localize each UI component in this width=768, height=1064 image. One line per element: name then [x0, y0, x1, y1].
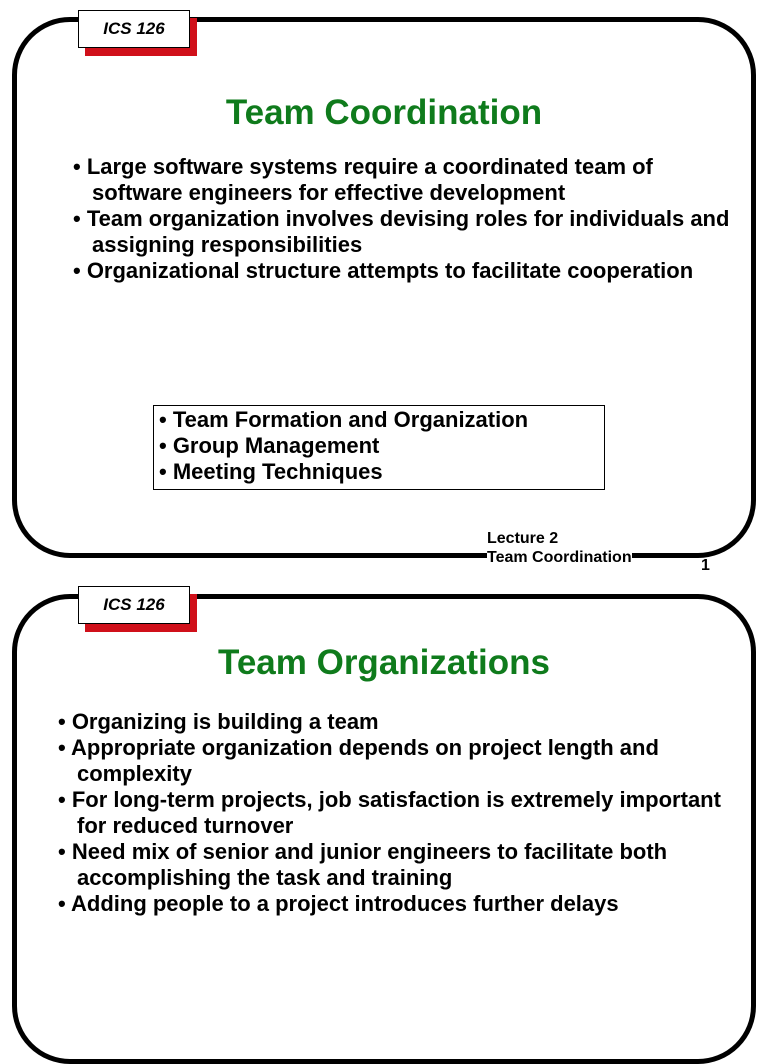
bullet-item: • For long-term projects, job satisfaction is extremely important for reduced turnover	[58, 787, 721, 838]
slide-1-bullet-list	[73, 154, 742, 284]
course-tag-label: ICS 126	[78, 10, 190, 48]
topic-item: • Team Formation and Organization	[159, 407, 529, 432]
slide-1-course-tag	[78, 10, 190, 48]
page-number: 1	[701, 557, 710, 574]
bullet-item: • Adding people to a project introduces further delays	[58, 891, 619, 916]
topics-box	[153, 405, 605, 490]
topic-item: • Group Management	[159, 433, 380, 458]
footer-topic: Team Coordination	[487, 549, 632, 566]
slide-1-title: Team Coordination	[225, 93, 543, 132]
slide-2-bullet-list	[58, 709, 737, 917]
slide-2-course-tag	[78, 586, 190, 624]
bullet-item: • Appropriate organization depends on project length and complexity	[58, 735, 659, 786]
topic-item: • Meeting Techniques	[159, 459, 383, 484]
slide-2-title: Team Organizations	[218, 643, 550, 682]
bullet-item: • Need mix of senior and junior engineers to facilitate both accomplishing the task and training	[58, 839, 668, 890]
bullet-item: • Organizational structure attempts to facilitate cooperation	[73, 258, 694, 283]
footer-lecture: Lecture 2	[487, 530, 559, 547]
bullet-item: • Organizing is building a team	[58, 709, 379, 734]
course-tag-label: ICS 126	[78, 586, 190, 624]
bullet-item: • Large software systems require a coordinated team of software engineers for effective development	[73, 154, 653, 205]
bullet-item: • Team organization involves devising roles for individuals and assigning responsibilities	[73, 206, 730, 257]
